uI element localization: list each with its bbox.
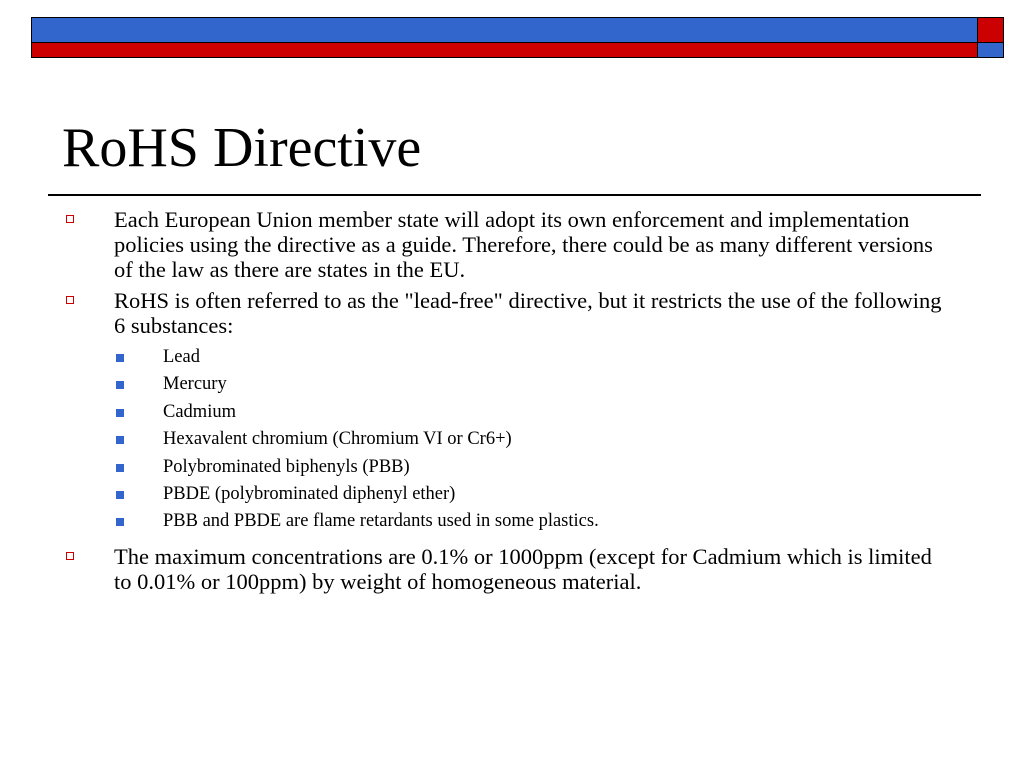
filled-square-bullet-icon — [116, 491, 124, 499]
substance-list — [0, 344, 1024, 536]
bullet-item-maximum-concentrations — [0, 544, 954, 594]
substance-text: Lead — [163, 347, 200, 367]
filled-square-bullet-icon — [116, 409, 124, 417]
bullet-item-restricted-substances — [0, 288, 954, 338]
substance-item-lead — [0, 344, 963, 371]
substance-text: PBDE (polybrominated diphenyl ether) — [163, 484, 456, 505]
header-corner-blue — [977, 42, 1004, 58]
substance-item-pbb — [0, 454, 963, 481]
bullet-text: Each European Union member state will adopt its own enforcement and implementation policies using the directive as a guide. Therefore, there could be as many different versions of the law as there are states in the EU. — [114, 207, 933, 282]
bullet-item-enforcement — [0, 207, 954, 282]
substance-text: Hexavalent chromium (Chromium VI or Cr6+) — [163, 429, 512, 450]
substance-text: PBB and PBDE are flame retardants used in some plastics. — [163, 511, 599, 532]
header-bar-red — [31, 42, 978, 58]
header-bar-blue — [31, 17, 978, 43]
filled-square-bullet-icon — [116, 518, 124, 526]
substance-item-cadmium — [0, 399, 963, 426]
substance-item-flame-retardants — [0, 508, 963, 535]
substance-item-mercury — [0, 371, 963, 398]
filled-square-bullet-icon — [116, 436, 124, 444]
slide-body — [0, 207, 1024, 600]
substance-text: Polybrominated biphenyls (PBB) — [163, 456, 410, 477]
substance-text: Cadmium — [163, 401, 236, 422]
bullet-text: The maximum concentrations are 0.1% or 1000ppm (except for Cadmium which is limited to 0.01% or 100ppm) by weight of homogeneous material. — [114, 543, 932, 594]
hollow-square-bullet-icon — [66, 296, 74, 304]
bullet-text: RoHS is often referred to as the "lead-free" directive, but it restricts the use of the following 6 substances: — [114, 288, 942, 338]
hollow-square-bullet-icon — [66, 215, 74, 223]
filled-square-bullet-icon — [116, 381, 124, 389]
substance-item-pbde — [0, 481, 963, 508]
slide-title: RoHS Directive — [62, 117, 422, 179]
substance-item-hexavalent-chromium — [0, 426, 963, 453]
filled-square-bullet-icon — [116, 464, 124, 472]
substance-text: Mercury — [163, 374, 227, 395]
title-divider — [48, 194, 981, 196]
filled-square-bullet-icon — [116, 354, 124, 362]
header-corner-red — [977, 17, 1004, 43]
hollow-square-bullet-icon — [66, 552, 74, 560]
